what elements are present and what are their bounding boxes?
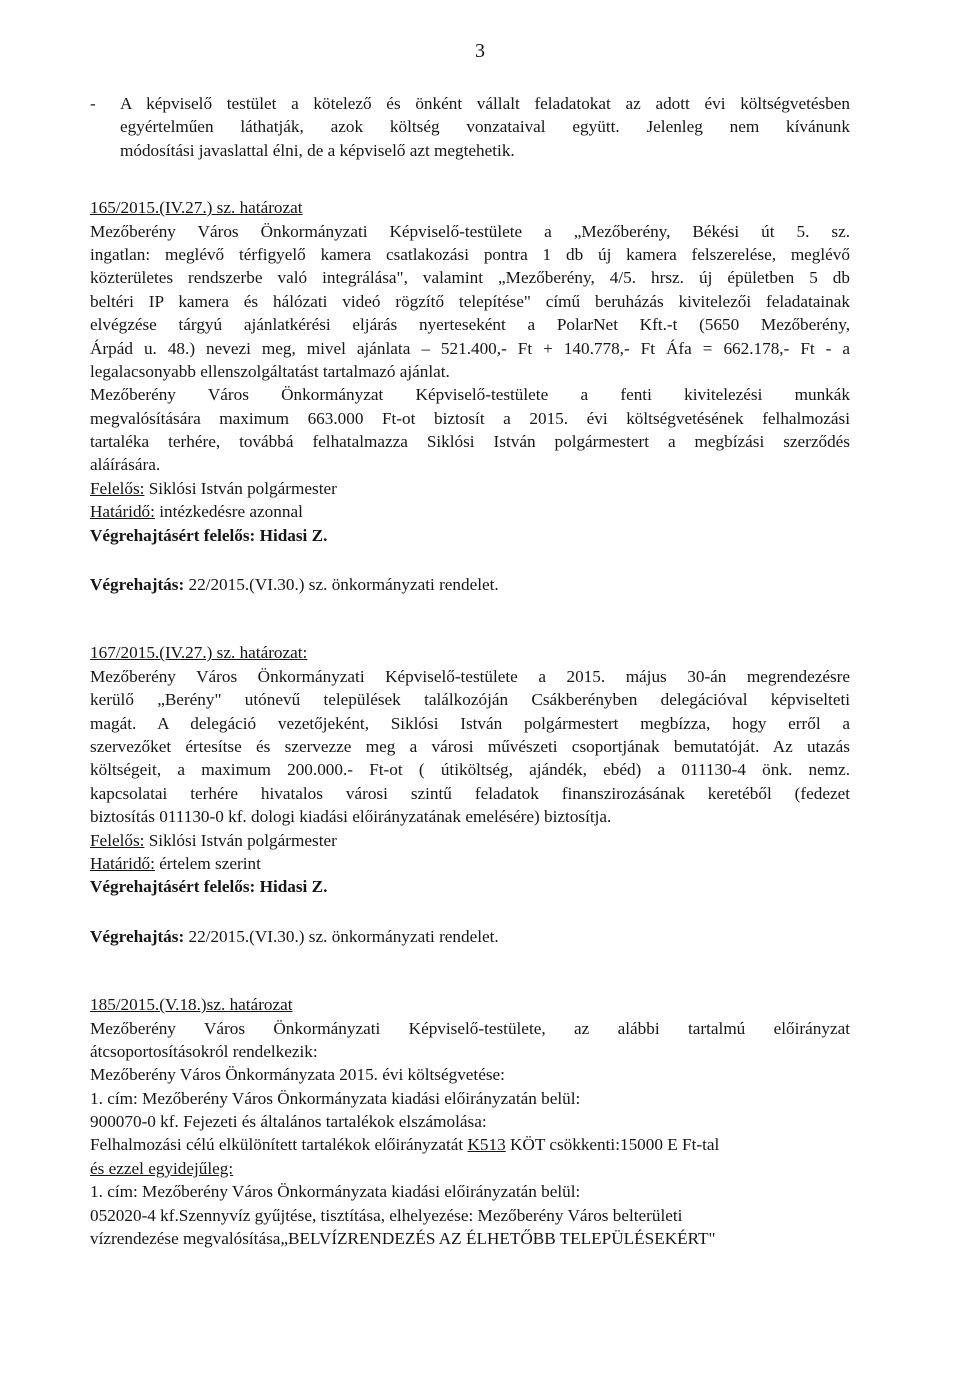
execution-label: Végrehajtás: (90, 575, 185, 595)
spacer (90, 948, 850, 993)
paragraph-line: Mezőberény Város Önkormányzati Képviselő-testülete a 2015. május 30-án megrendezésre (90, 666, 850, 686)
execution-responsible: Végrehajtásért felelős: Hidasi Z. (90, 525, 328, 545)
responsible-value: Siklósi István polgármester (144, 830, 337, 850)
resolution-heading: 165/2015.(IV.27.) sz. határozat (90, 198, 303, 218)
paragraph-line: 1. cím: Mezőberény Város Önkormányzata kiadási előirányzatán belül: (90, 1088, 581, 1108)
reserve-line-suffix: KÖT csökkenti:15000 E Ft-tal (505, 1135, 720, 1155)
paragraph-line: Árpád u. 48.) nevezi meg, mivel ajánlata – 521.400,- Ft + 140.778,- Ft Áfa = 662.178,- Ft - a (90, 338, 850, 358)
execution-value: 22/2015.(VI.30.) sz. önkormányzati rendelet. (184, 926, 499, 946)
execution-line (90, 925, 850, 948)
reserve-line-prefix: Felhalmozási célú elkülönített tartalékok előirányzatát (90, 1135, 468, 1155)
paragraph-line: A képviselő testület a kötelező és önként vállalt feladatokat az adott évi költségvetésben (120, 94, 850, 113)
paragraph-line: 052020-4 kf.Szennyvíz gyűjtése, tisztítása, elhelyezése: Mezőberény Város belterületi (90, 1205, 683, 1225)
resolution-165 (90, 196, 850, 596)
paragraph-line: ingatlan: meglévő térfigyelő kamera csatlakozási pontra 1 db új kamera felszerelése, meglévő (90, 244, 850, 264)
paragraph-line: 1. cím: Mezőberény Város Önkormányzata kiadási előirányzatán belül: (90, 1182, 581, 1202)
deadline-label: Határidő: (90, 853, 155, 873)
execution-label: Végrehajtás: (90, 926, 185, 946)
reserve-line (90, 1133, 850, 1156)
deadline-line (90, 852, 850, 875)
resolution-heading: 185/2015.(V.18.)sz. határozat (90, 995, 293, 1015)
intro-bullet-paragraph (90, 92, 850, 162)
paragraph-line: szervezőket értesítse és szervezze meg a városi művészeti csoportjának bemutatóját. Az utazás (90, 736, 850, 756)
responsible-label: Felelős: (90, 830, 145, 850)
execution-responsible: Végrehajtásért felelős: Hidasi Z. (90, 877, 328, 897)
responsible-label: Felelős: (90, 478, 145, 498)
paragraph-line: magát. A delegáció vezetőjeként, Siklósi István polgármestert megbízza, hogy erről a (90, 713, 850, 733)
deadline-line (90, 500, 850, 523)
spacer (90, 162, 850, 196)
paragraph-line: módosítási javaslattal élni, de a képviselő azt megtehetik. (120, 140, 515, 160)
page-number: 3 (475, 40, 485, 62)
responsible-value: Siklósi István polgármester (144, 478, 337, 498)
paragraph-line: 900070-0 kf. Fejezeti és általános tartalékok elszámolása: (90, 1112, 487, 1132)
bullet-dash: - (90, 94, 96, 113)
execution-value: 22/2015.(VI.30.) sz. önkormányzati rendelet. (184, 575, 499, 595)
deadline-label: Határidő: (90, 502, 155, 522)
page-content (90, 92, 850, 1250)
execution-line (90, 573, 850, 596)
paragraph-line: Mezőberény Város Önkormányzati Képviselő-testülete a „Mezőberény, Békési út 5. sz. (90, 221, 850, 241)
resolution-185 (90, 993, 850, 1250)
paragraph-line: beltéri IP kamera és hálózati videó rögzítő telepítése" című beruházás kivitelezői feladatainak (90, 291, 850, 311)
paragraph-line: egyértelműen láthatják, azok költség vonzataival együtt. Jelenleg nem kívánunk (120, 117, 850, 137)
deadline-value: értelem szerint (154, 853, 261, 873)
resolution-167 (90, 641, 850, 948)
spacer (90, 547, 850, 573)
paragraph-line: megvalósítására maximum 663.000 Ft-ot biztosít a 2015. évi költségvetésének felhalmozási (90, 408, 850, 428)
paragraph-line: tartaléka terhére, továbbá felhatalmazza Siklósi István polgármestert a megbízási szerződés (90, 432, 850, 452)
paragraph-line: Mezőberény Város Önkormányzati Képviselő-testülete, az alábbi tartalmú előirányzat (90, 1018, 850, 1038)
paragraph-line: Mezőberény Város Önkormányzata 2015. évi költségvetése: (90, 1065, 505, 1085)
paragraph-line: Mezőberény Város Önkormányzat Képviselő-testülete a fenti kivitelezési munkák (90, 385, 850, 405)
paragraph-line: költségeit, a maximum 200.000.- Ft-ot ( útiköltség, ajándék, ebéd) a 011130-4 önk. nemz. (90, 760, 850, 780)
spacer (90, 596, 850, 641)
paragraph-line: biztosítás 011130-0 kf. dologi kiadási előirányzatának emelésére) biztosítja. (90, 807, 612, 827)
paragraph-line: átcsoportosításokról rendelkezik: (90, 1041, 318, 1061)
paragraph-line: közterületes rendszerbe való integrálása", valamint „Mezőberény, 4/5. hrsz. új épületben 5 db (90, 268, 850, 288)
paragraph-line: kerülő „Berény" utónevű települések találkozóján Csákberényben delegációval képviselteti (90, 690, 850, 710)
paragraph-line: elvégzése tárgyú ajánlatkérési eljárás nyerteseként a PolarNet Kft.-t (5650 Mezőberény, (90, 315, 850, 335)
paragraph-line: vízrendezése megvalósítása„BELVÍZRENDEZÉS AZ ÉLHETŐBB TELEPÜLÉSEKÉRT" (90, 1229, 716, 1249)
spacer (90, 899, 850, 925)
responsible-line (90, 477, 850, 500)
resolution-heading: 167/2015.(IV.27.) sz. határozat: (90, 643, 308, 663)
reserve-code: K513 (467, 1135, 506, 1155)
responsible-line (90, 829, 850, 852)
deadline-value: intézkedésre azonnal (154, 502, 303, 522)
paragraph-line: kapcsolatai terhére hivatalos városi szintű feladatok finanszirozásának keretéből (fedezet (90, 783, 850, 803)
paragraph-line: legalacsonyabb ellenszolgáltatást tartalmazó ajánlat. (90, 361, 450, 381)
paragraph-line: aláírására. (90, 455, 161, 475)
simultaneously-label: és ezzel egyidejűleg: (90, 1158, 234, 1178)
